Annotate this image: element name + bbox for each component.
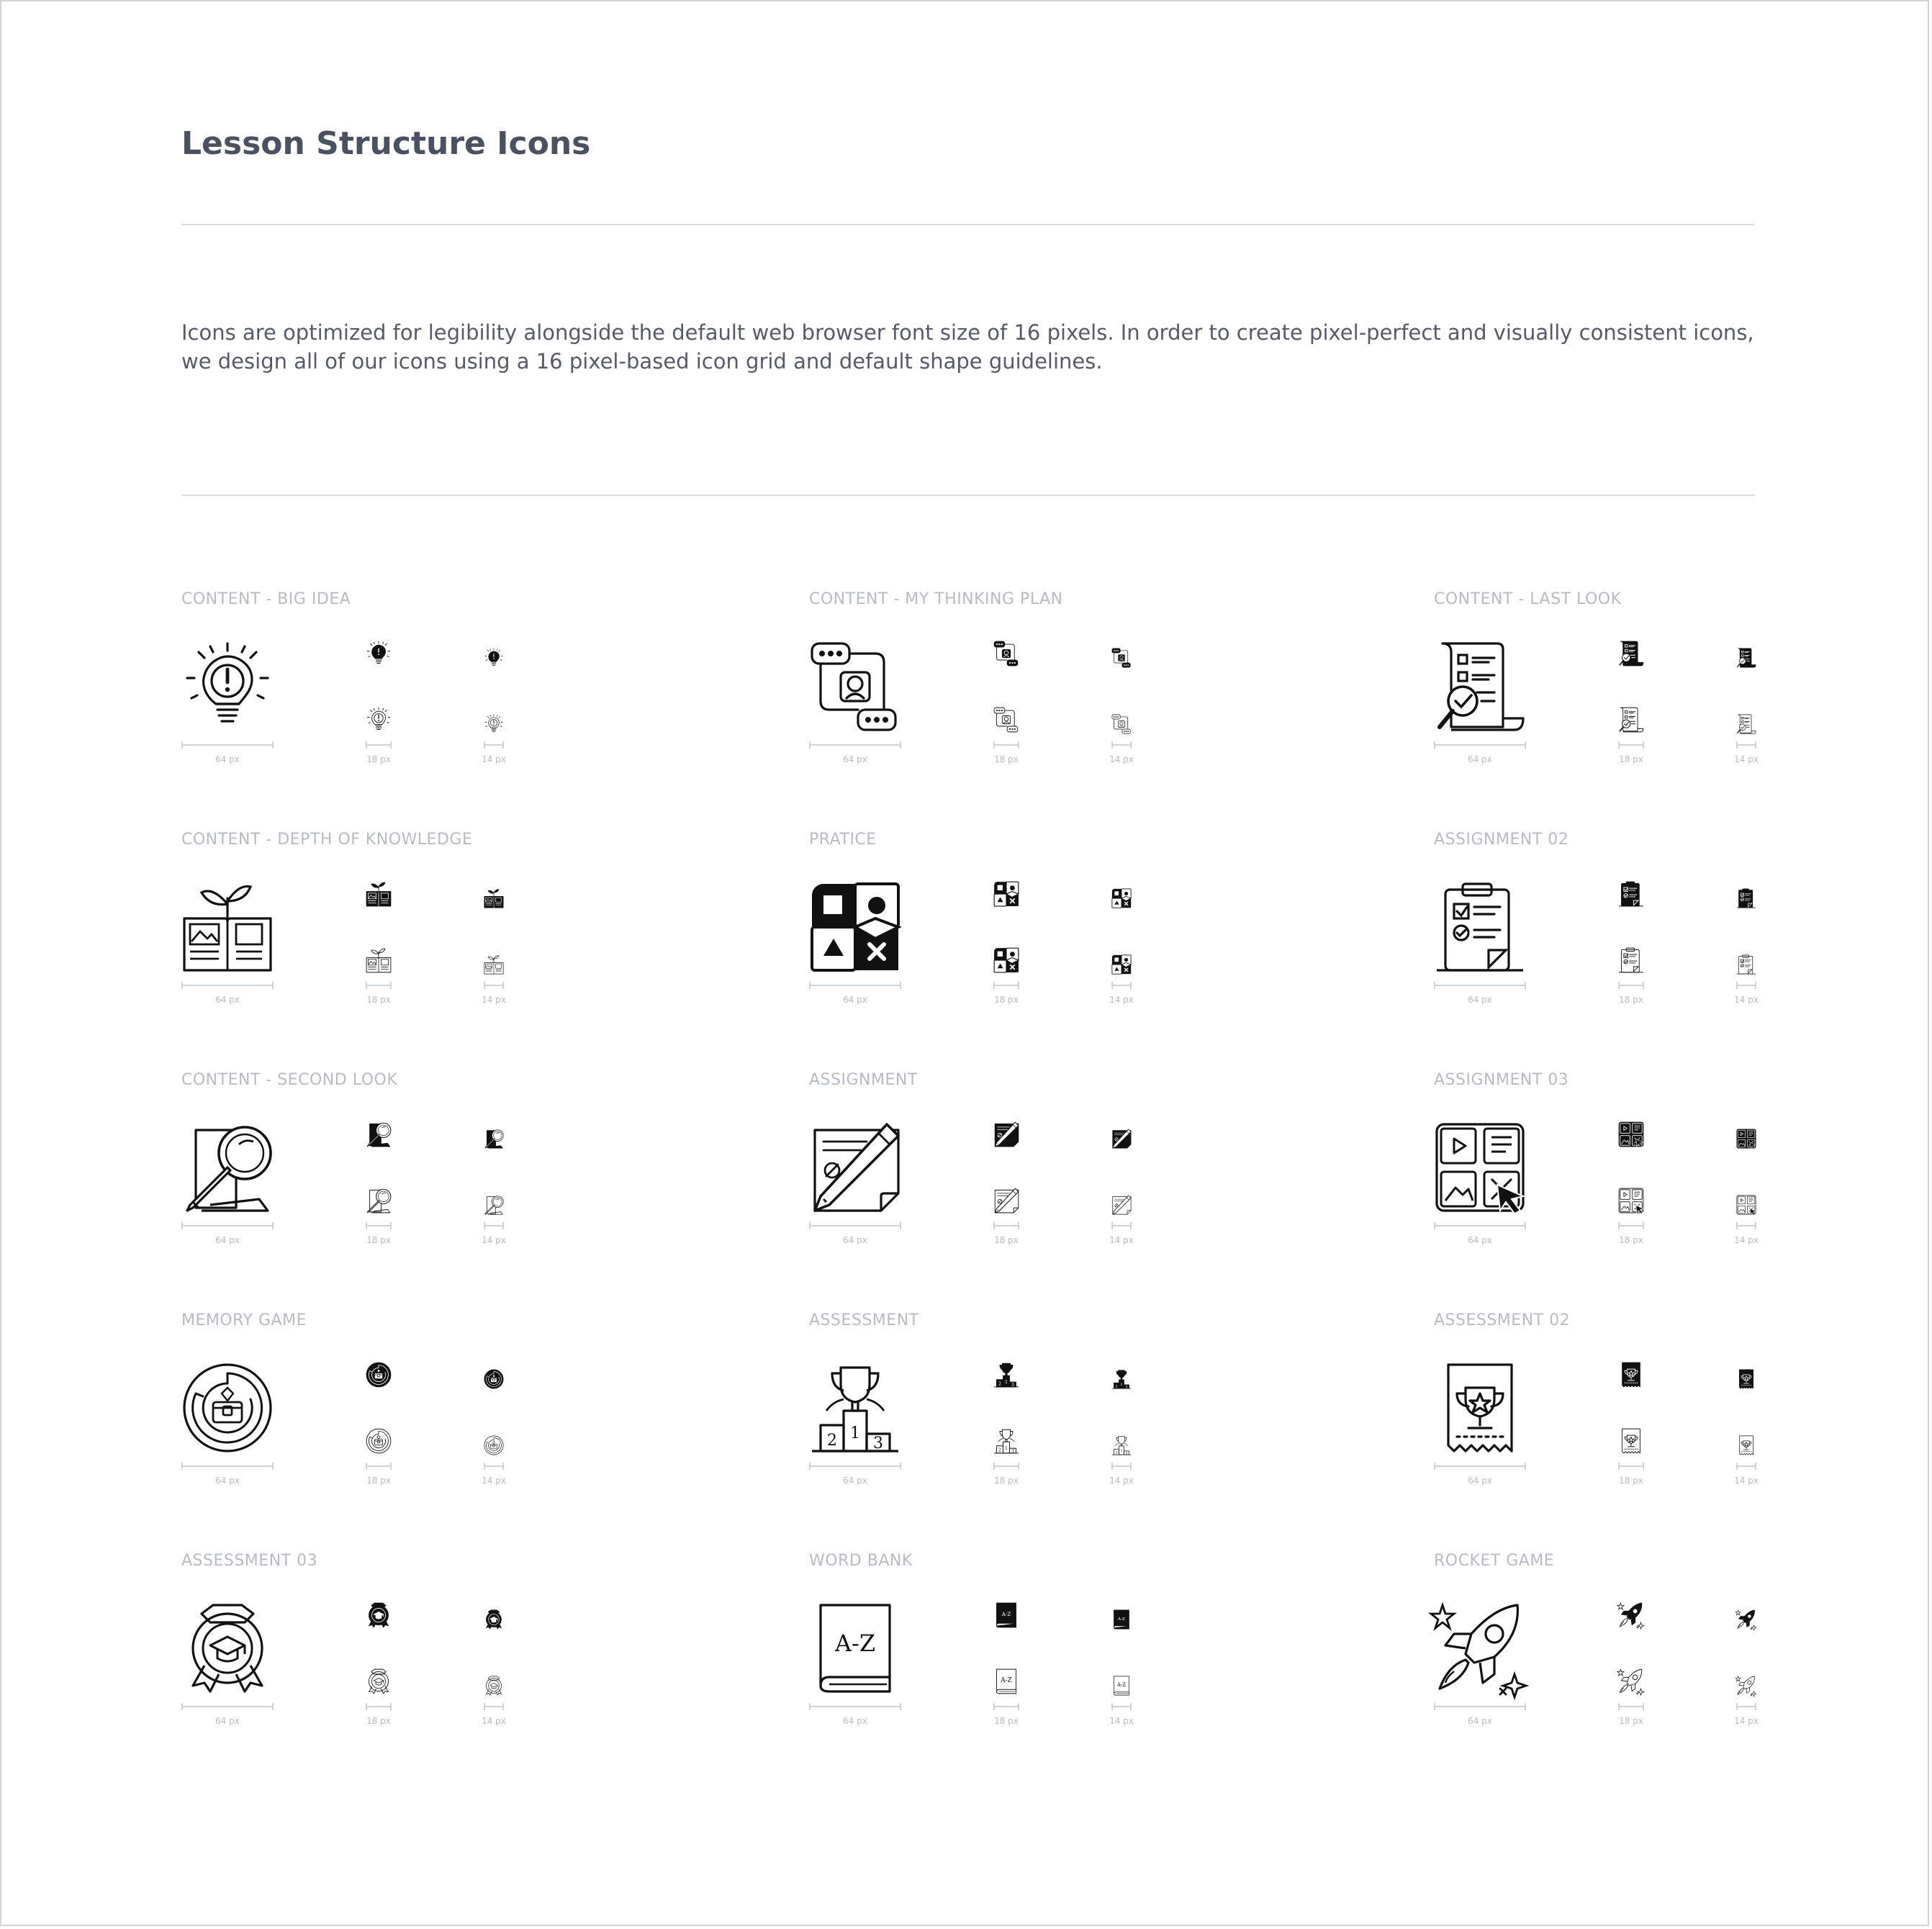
trophy-podium-icon — [809, 1362, 901, 1454]
svg-text:2: 2 — [827, 1432, 837, 1450]
divider — [181, 224, 1755, 225]
size-measure-line — [1618, 1703, 1644, 1710]
size-measure-line — [1111, 1222, 1132, 1229]
media-grid-cursor-icon — [1736, 1195, 1756, 1215]
size-measure-line — [1736, 1222, 1756, 1229]
svg-text:3: 3 — [1125, 1452, 1128, 1456]
paper-pencil-icon — [1111, 1195, 1132, 1215]
size-label: 14 px — [482, 995, 506, 1005]
size-label: 18 px — [366, 1476, 391, 1486]
checklist-magnifier-icon — [1618, 641, 1644, 667]
size-measure-line — [181, 1222, 274, 1229]
magnifier-pencil-icon — [366, 1121, 392, 1147]
size-label: 14 px — [1109, 1235, 1134, 1245]
size-label: 18 px — [366, 1716, 391, 1726]
size-measure-line — [1618, 741, 1644, 749]
book-sprout-icon — [366, 947, 392, 973]
size-label: 64 px — [843, 1476, 867, 1486]
size-label: 64 px — [1468, 1716, 1492, 1726]
size-measure-line — [993, 1222, 1019, 1229]
size-label: 14 px — [1734, 1235, 1759, 1245]
dictionary-book-icon — [993, 1668, 1019, 1694]
book-sprout-icon — [484, 954, 504, 975]
section-label: ROCKET GAME — [1434, 1552, 1555, 1570]
shape-blocks-icon — [1111, 888, 1132, 908]
size-label: 64 px — [843, 1716, 867, 1726]
icon-section — [1434, 1552, 1932, 1768]
paper-pencil-icon — [809, 1121, 901, 1214]
book-sprout-icon — [484, 888, 504, 908]
size-label: 18 px — [1619, 1716, 1643, 1726]
rocket-icon — [1736, 1676, 1756, 1696]
section-label: ASSESSMENT — [809, 1311, 919, 1329]
icon-section — [1434, 590, 1932, 806]
size-label: 64 px — [215, 1235, 240, 1245]
icon-section — [1434, 1071, 1932, 1287]
size-measure-line — [1618, 1222, 1644, 1229]
size-measure-line — [993, 1463, 1019, 1470]
clipboard-icon — [1736, 888, 1756, 908]
svg-text:3: 3 — [1125, 1386, 1128, 1390]
size-label: 64 px — [215, 754, 240, 764]
size-label: 18 px — [994, 1716, 1019, 1726]
divider — [181, 494, 1755, 496]
size-measure-line — [993, 982, 1019, 989]
size-label: 18 px — [366, 995, 391, 1005]
size-label: 14 px — [1109, 995, 1134, 1005]
size-label: 14 px — [482, 1476, 506, 1486]
svg-text:A-Z: A-Z — [834, 1630, 876, 1657]
size-label: 14 px — [1734, 995, 1759, 1005]
size-measure-line — [1434, 1222, 1526, 1229]
checklist-magnifier-icon — [1736, 648, 1756, 668]
clipboard-icon — [1736, 954, 1756, 975]
section-label: ASSIGNMENT — [809, 1071, 918, 1089]
size-label: 18 px — [994, 754, 1019, 764]
flowchart-icon — [993, 707, 1019, 733]
checklist-magnifier-icon — [1618, 707, 1644, 733]
trophy-ticket-icon — [1618, 1428, 1644, 1454]
size-measure-line — [366, 741, 392, 749]
media-grid-cursor-icon — [1618, 1121, 1644, 1147]
section-label: CONTENT - SECOND LOOK — [181, 1071, 398, 1089]
lightbulb-icon — [366, 707, 392, 733]
size-label: 64 px — [1468, 754, 1492, 764]
size-measure-line — [1736, 982, 1756, 989]
section-label: ASSESSMENT 02 — [1434, 1311, 1571, 1329]
size-measure-line — [181, 741, 274, 749]
maze-chest-icon — [366, 1428, 392, 1454]
size-label: 18 px — [366, 754, 391, 764]
size-measure-line — [1736, 1463, 1756, 1470]
section-label: CONTENT - BIG IDEA — [181, 590, 351, 608]
checklist-magnifier-icon — [1736, 714, 1756, 734]
size-measure-line — [809, 1463, 901, 1470]
maze-chest-icon — [484, 1369, 504, 1389]
size-label: 64 px — [1468, 1476, 1492, 1486]
size-measure-line — [181, 1703, 274, 1710]
magnifier-pencil-icon — [484, 1129, 504, 1149]
svg-text:3: 3 — [873, 1435, 883, 1453]
svg-text:2: 2 — [998, 1381, 1001, 1387]
lightbulb-icon — [366, 641, 392, 667]
svg-text:A-Z: A-Z — [1116, 1681, 1127, 1688]
lightbulb-icon — [181, 641, 274, 733]
size-label: 14 px — [1109, 1716, 1134, 1726]
paper-pencil-icon — [993, 1188, 1019, 1214]
icon-section — [809, 1311, 1327, 1527]
dictionary-book-icon — [809, 1602, 901, 1694]
graduation-medal-icon — [366, 1602, 392, 1628]
size-measure-line — [1111, 982, 1132, 989]
graduation-medal-icon — [484, 1676, 504, 1696]
section-label: PRATICE — [809, 831, 877, 849]
intro-text: Icons are optimized for legibility alongside the default web browser font size of 16 pixels. In order to create pixel-perfect and visually consistent icons, we design all of our icons using a 16 pixel-based icon grid and default shape guidelines. — [181, 320, 1754, 374]
size-measure-line — [1111, 741, 1132, 749]
media-grid-cursor-icon — [1736, 1129, 1756, 1149]
size-label: 64 px — [843, 995, 867, 1005]
section-label: MEMORY GAME — [181, 1311, 307, 1329]
icon-section — [1434, 1311, 1932, 1527]
size-measure-line — [1618, 982, 1644, 989]
trophy-podium-icon — [993, 1362, 1019, 1388]
svg-text:1: 1 — [1005, 1379, 1008, 1385]
dictionary-book-icon — [1111, 1676, 1132, 1696]
icon-section — [181, 1071, 700, 1287]
size-measure-line — [1618, 1463, 1644, 1470]
book-sprout-icon — [366, 881, 392, 907]
clipboard-icon — [1618, 881, 1644, 907]
flowchart-icon — [1111, 714, 1132, 734]
size-label: 64 px — [1468, 995, 1492, 1005]
section-label: CONTENT - DEPTH OF KNOWLEDGE — [181, 831, 473, 849]
size-label: 14 px — [482, 754, 506, 764]
size-label: 64 px — [843, 754, 867, 764]
svg-text:A-Z: A-Z — [1001, 1611, 1011, 1618]
trophy-ticket-icon — [1736, 1435, 1756, 1455]
svg-text:A-Z: A-Z — [1118, 1617, 1125, 1622]
shape-blocks-icon — [993, 947, 1019, 973]
dictionary-book-icon — [1111, 1609, 1132, 1630]
svg-text:3: 3 — [1011, 1382, 1014, 1388]
icon-section — [181, 590, 700, 806]
trophy-ticket-icon — [1434, 1362, 1526, 1454]
rocket-icon — [1618, 1602, 1644, 1628]
size-label: 14 px — [1109, 1476, 1134, 1486]
trophy-ticket-icon — [1736, 1369, 1756, 1389]
size-label: 64 px — [215, 1476, 240, 1486]
size-measure-line — [1736, 741, 1756, 749]
media-grid-cursor-icon — [1434, 1121, 1526, 1214]
size-label: 64 px — [1468, 1235, 1492, 1245]
trophy-podium-icon — [1111, 1369, 1132, 1389]
section-label: ASSIGNMENT 02 — [1434, 831, 1569, 849]
icon-section — [181, 1552, 700, 1768]
paper-pencil-icon — [993, 1121, 1019, 1147]
section-label: ASSESSMENT 03 — [181, 1552, 318, 1570]
size-label: 14 px — [482, 1235, 506, 1245]
dictionary-book-icon — [993, 1602, 1019, 1628]
section-label: ASSIGNMENT 03 — [1434, 1071, 1569, 1089]
size-measure-line — [181, 1463, 274, 1470]
size-label: 14 px — [482, 1716, 506, 1726]
flowchart-icon — [993, 641, 1019, 667]
size-label: 18 px — [366, 1235, 391, 1245]
graduation-medal-icon — [181, 1602, 274, 1694]
icon-section — [1434, 831, 1932, 1047]
flowchart-icon — [809, 641, 901, 733]
size-measure-line — [993, 1703, 1019, 1710]
size-label: 64 px — [843, 1235, 867, 1245]
lightbulb-icon — [484, 648, 504, 668]
maze-chest-icon — [181, 1362, 274, 1454]
clipboard-icon — [1618, 947, 1644, 973]
shape-blocks-icon — [1111, 954, 1132, 975]
size-measure-line — [366, 982, 392, 989]
clipboard-icon — [1434, 881, 1526, 973]
size-label: 14 px — [1734, 1476, 1759, 1486]
icon-section — [809, 590, 1327, 806]
section-label: WORD BANK — [809, 1552, 913, 1570]
page-title: Lesson Structure Icons — [181, 125, 591, 162]
size-label: 18 px — [994, 995, 1019, 1005]
maze-chest-icon — [366, 1362, 392, 1388]
rocket-icon — [1618, 1668, 1644, 1694]
rocket-icon — [1434, 1602, 1526, 1694]
trophy-podium-icon — [993, 1428, 1019, 1454]
size-measure-line — [1434, 1703, 1526, 1710]
size-label: 18 px — [1619, 1235, 1643, 1245]
size-label: 18 px — [994, 1476, 1019, 1486]
size-label: 64 px — [215, 995, 240, 1005]
icon-section — [809, 1071, 1327, 1287]
magnifier-pencil-icon — [484, 1195, 504, 1215]
svg-text:1: 1 — [1120, 1450, 1123, 1454]
size-measure-line — [809, 982, 901, 989]
size-measure-line — [809, 741, 901, 749]
size-measure-line — [1736, 1703, 1756, 1710]
size-measure-line — [1434, 741, 1526, 749]
icon-section — [181, 1311, 700, 1527]
svg-text:2: 2 — [998, 1447, 1001, 1453]
size-measure-line — [366, 1222, 392, 1229]
paper-pencil-icon — [1111, 1129, 1132, 1149]
size-measure-line — [484, 741, 504, 749]
icon-section — [809, 1552, 1327, 1768]
trophy-podium-icon — [1111, 1435, 1132, 1455]
size-measure-line — [484, 982, 504, 989]
size-label: 14 px — [1109, 754, 1134, 764]
section-label: CONTENT - LAST LOOK — [1434, 590, 1622, 608]
magnifier-pencil-icon — [366, 1188, 392, 1214]
svg-text:1: 1 — [1120, 1383, 1123, 1388]
lightbulb-icon — [484, 714, 504, 734]
size-measure-line — [484, 1703, 504, 1710]
size-measure-line — [993, 741, 1019, 749]
flowchart-icon — [1111, 648, 1132, 668]
icon-section — [181, 831, 700, 1047]
size-label: 18 px — [1619, 754, 1643, 764]
size-measure-line — [181, 982, 274, 989]
size-measure-line — [1434, 982, 1526, 989]
size-measure-line — [1434, 1463, 1526, 1470]
section-label: CONTENT - MY THINKING PLAN — [809, 590, 1063, 608]
svg-text:2: 2 — [1115, 1451, 1118, 1455]
maze-chest-icon — [484, 1435, 504, 1455]
size-label: 64 px — [215, 1716, 240, 1726]
shape-blocks-icon — [993, 881, 1019, 907]
checklist-magnifier-icon — [1434, 641, 1526, 733]
graduation-medal-icon — [484, 1609, 504, 1630]
size-measure-line — [366, 1703, 392, 1710]
svg-text:1: 1 — [1005, 1445, 1008, 1451]
size-label: 14 px — [1734, 754, 1759, 764]
size-label: 14 px — [1734, 1716, 1759, 1726]
svg-text:1: 1 — [850, 1424, 860, 1442]
size-measure-line — [809, 1703, 901, 1710]
shape-blocks-icon — [809, 881, 901, 973]
size-measure-line — [366, 1463, 392, 1470]
media-grid-cursor-icon — [1618, 1188, 1644, 1214]
svg-text:3: 3 — [1011, 1448, 1014, 1454]
size-measure-line — [1111, 1463, 1132, 1470]
svg-text:A-Z: A-Z — [1001, 1677, 1012, 1685]
trophy-ticket-icon — [1618, 1362, 1644, 1388]
rocket-icon — [1736, 1609, 1756, 1630]
size-measure-line — [1111, 1703, 1132, 1710]
size-label: 18 px — [1619, 995, 1643, 1005]
size-label: 18 px — [1619, 1476, 1643, 1486]
book-sprout-icon — [181, 881, 274, 973]
magnifier-pencil-icon — [181, 1121, 274, 1214]
size-label: 18 px — [994, 1235, 1019, 1245]
size-measure-line — [809, 1222, 901, 1229]
size-measure-line — [484, 1222, 504, 1229]
size-measure-line — [484, 1463, 504, 1470]
graduation-medal-icon — [366, 1668, 392, 1694]
svg-text:2: 2 — [1115, 1385, 1118, 1389]
icon-section — [809, 831, 1327, 1047]
